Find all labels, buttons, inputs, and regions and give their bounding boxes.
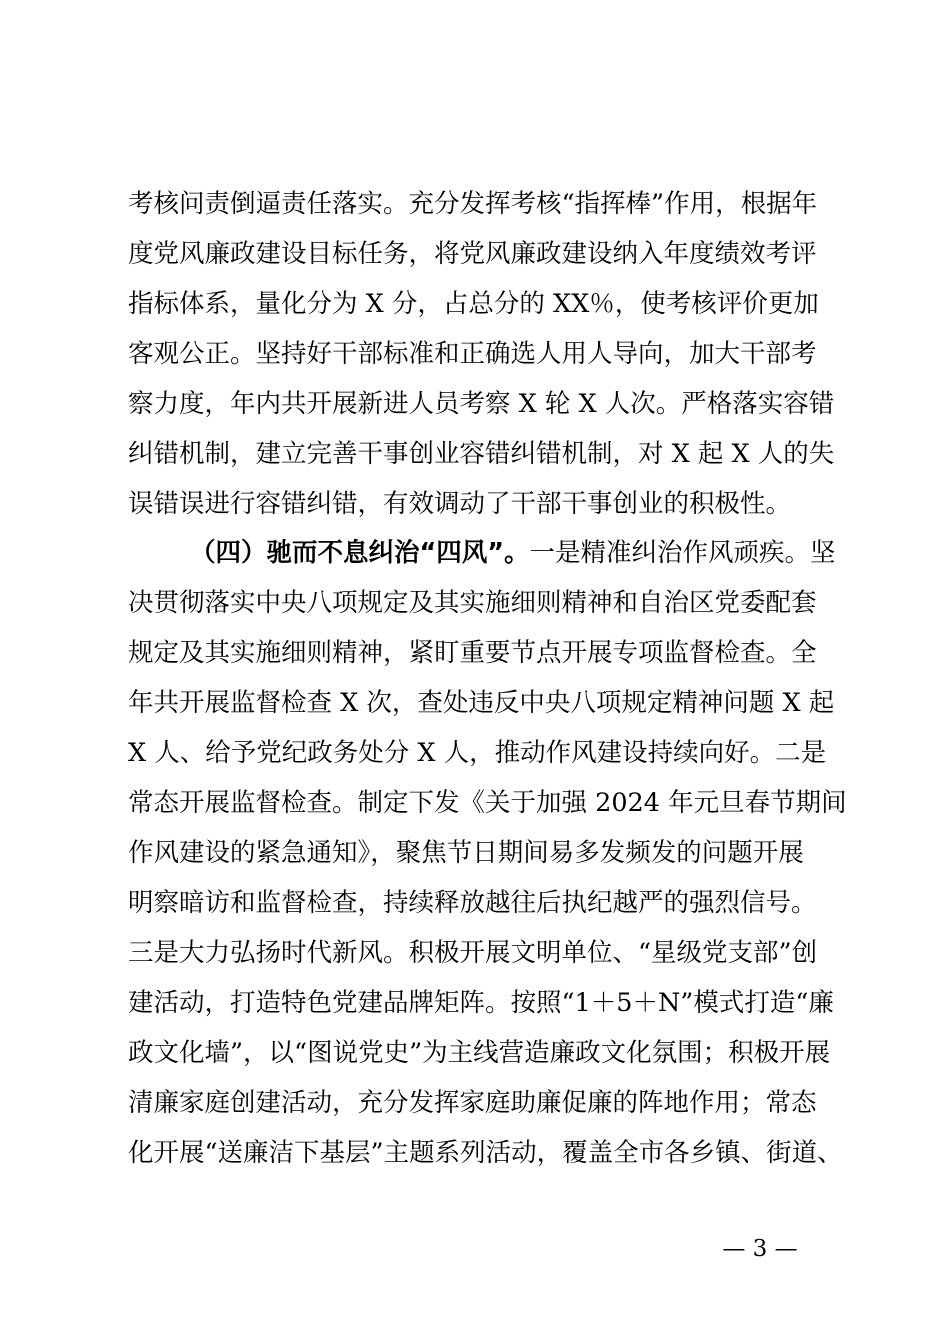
paragraph-2-line-9: 三是大力弘扬时代新风。积极开展文明单位、“星级党支部”创 (128, 938, 818, 968)
paragraph-2-line-2: 决贯彻落实中央八项规定及其实施细则精神和自治区党委配套 (128, 588, 817, 618)
paragraph-2-line-11: 政文化墙”，以“图说党史”为主线营造廉政文化氛围；积极开展 (128, 1038, 831, 1068)
paragraph-2-line-4: 年共开展监督检查 X 次，查处违反中央八项规定精神问题 X 起 (128, 688, 835, 718)
paragraph-2-line-12: 清廉家庭创建活动，充分发挥家庭助廉促廉的阵地作用；常态 (128, 1088, 817, 1118)
paragraph-2-line-7: 作风建设的紧急通知》，聚焦节日期间易多发频发的问题开展 (128, 838, 804, 868)
paragraph-1-line-2: 度党风廉政建设目标任务，将党风廉政建设纳入年度绩效考评 (128, 239, 817, 269)
paragraph-1-line-7: 误错误进行容错纠错，有效调动了干部干事创业的积极性。 (128, 489, 792, 519)
paragraph-2-line-1-text: 一是精准纠治作风顽疾。坚 (529, 538, 836, 568)
paragraph-2-line-3: 规定及其实施细则精神，紧盯重要节点开展专项监督检查。全 (128, 638, 817, 668)
paragraph-2-line-10: 建活动，打造特色党建品牌矩阵。按照“1＋5＋N”模式打造“廉 (128, 988, 834, 1018)
paragraph-2-line-5: X 人、给予党纪政务处分 X 人，推动作风建设持续向好。二是 (128, 738, 827, 768)
paragraph-2-line-13: 化开展“送廉洁下基层”主题系列活动，覆盖全市各乡镇、街道、 (128, 1138, 843, 1168)
page-number: — 3 — (722, 1236, 798, 1262)
section-heading: （四）驰而不息纠治“四风”。 (190, 538, 530, 568)
paragraph-1-line-3: 指标体系，量化分为 X 分，占总分的 XX％，使考核评价更加 (128, 289, 819, 319)
paragraph-1-line-1: 考核问责倒逼责任落实。充分发挥考核“指挥棒”作用，根据年 (128, 189, 818, 219)
paragraph-2-line-6: 常态开展监督检查。制定下发《关于加强 2024 年元旦春节期间 (128, 788, 847, 818)
paragraph-1-line-6: 纠错机制，建立完善干事创业容错纠错机制，对 X 起 X 人的失 (128, 439, 835, 469)
paragraph-1-line-5: 察力度，年内共开展新进人员考察 X 轮 X 人次。严格落实容错 (128, 389, 835, 419)
paragraph-2-line-1 (190, 530, 838, 576)
paragraph-1-line-4: 客观公正。坚持好干部标准和正确选人用人导向，加大干部考 (128, 339, 817, 369)
paragraph-2-line-8: 明察暗访和监督检查，持续释放越往后执纪越严的强烈信号。 (128, 888, 817, 918)
